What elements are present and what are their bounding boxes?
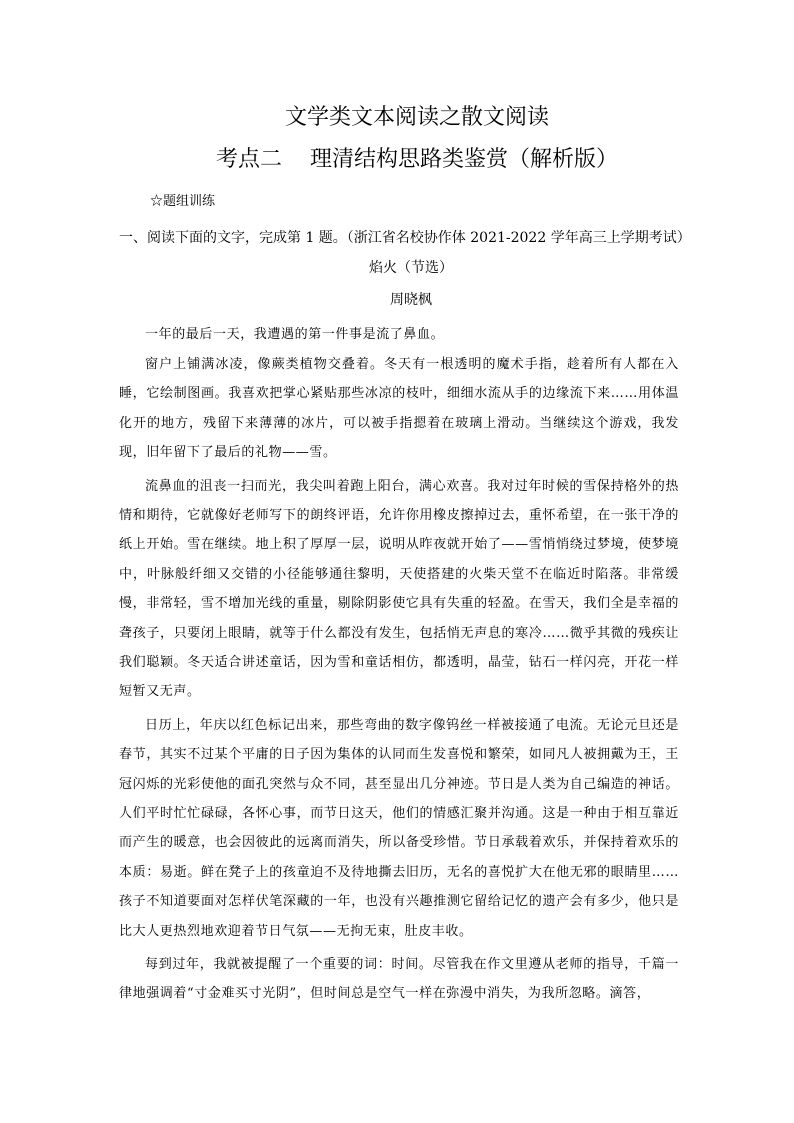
document-title: 文学类文本阅读之散文阅读 [284,105,549,130]
paragraph-1: 一年的最后一天，我遭遇的第一件事是流了鼻血。 [145,327,445,342]
paragraph-5: 每到过年，我就被提醒了一个重要的词：时间。尽管我在作文里遵从老师的指导，千篇一律地强调着“寸金难买寸光阴”，但时间总是空气一样在弥漫中消失，为我所忽略。滴答， [119,957,679,1002]
document-subtitle: 考点二 理清结构思路类鉴赏（解析版） [216,147,618,172]
section-note: ☆题组训练 [150,194,216,209]
passage-title: 焰火（节选） [369,260,453,276]
paragraph-3: 流鼻血的沮丧一扫而光，我尖叫着跑上阳台，满心欢喜。我对过年时候的雪保持格外的热情和期待，它就像好老师写下的朗终评语，允许你用橡皮擦掉过去，重怀希望，在一张干净的纸上开始。雪在继续。地上积了厚厚一层，说明从昨夜就开始了——雪悄悄绕过梦境，使梦境中，叶脉般纤细又交错的小径能够通往黎明，天使搭建的火柴天堂不在临近时陷落。非常缓慢，非常轻，雪不增加光线的重量，剔除阴影使它具有失重的轻盈。在雪天，我们全是幸福的聋孩子，只要闭上眼睛，就等于什么都没有发生，包括悄无声息的寒冷……微乎其微的残疾让我们聪颖。冬天适合讲述童话，因为雪和童话相仿，都透明，晶莹，钻石一样闪亮，开花一样短暂又无声。 [119,478,679,700]
paragraph-4: 日历上，年庆以红色标记出来，那些弯曲的数字像钨丝一样被接通了电流。无论元旦还是春节，其实不过某个平庸的日子因为集体的认同而生发喜悦和繁荣，如同凡人被拥戴为王，王冠闪烁的光彩使他的面孔突然与众不同，甚至显出几分神迹。节日是人类为自己编造的神话。人们平时忙忙碌碌，各怀心事，而节日这天，他们的情感汇聚并沟通。这是一种由于相互靠近而产生的暖意，也会因彼此的远离而消失，所以备受珍惜。节日承载着欢乐，并保持着欢乐的本质：易逝。鲜在凳子上的孩童迫不及待地撕去旧历，无名的喜悦扩大在他无邪的眼睛里……孩子不知道要面对怎样伏笔深藏的一年，也没有兴趣推测它留给记忆的遗产会有多少，他只是比大人更热烈地欢迎着节日气氛——无拘无束，肚皮丰收。 [119,717,679,939]
question-heading: 一、阅读下面的文字，完成第 1 题。（浙江省名校协作体 2021-2022 学年高三上学期考试） [119,230,691,246]
paragraph-2: 窗户上铺满冰凌，像蕨类植物交叠着。冬天有一根透明的魔术手指，趁着所有人都在入睡，它绘制图画。我喜欢把掌心紧贴那些冰凉的枝叶，细细水流从手的边缘流下来……用体温化开的地方，残留下来薄薄的冰片，可以被手指摁着在玻璃上滑动。当继续这个游戏，我发现，旧年留下了最后的礼物——雪。 [119,356,679,461]
passage-body [119,320,679,1009]
passage-author: 周晓枫 [390,292,432,308]
